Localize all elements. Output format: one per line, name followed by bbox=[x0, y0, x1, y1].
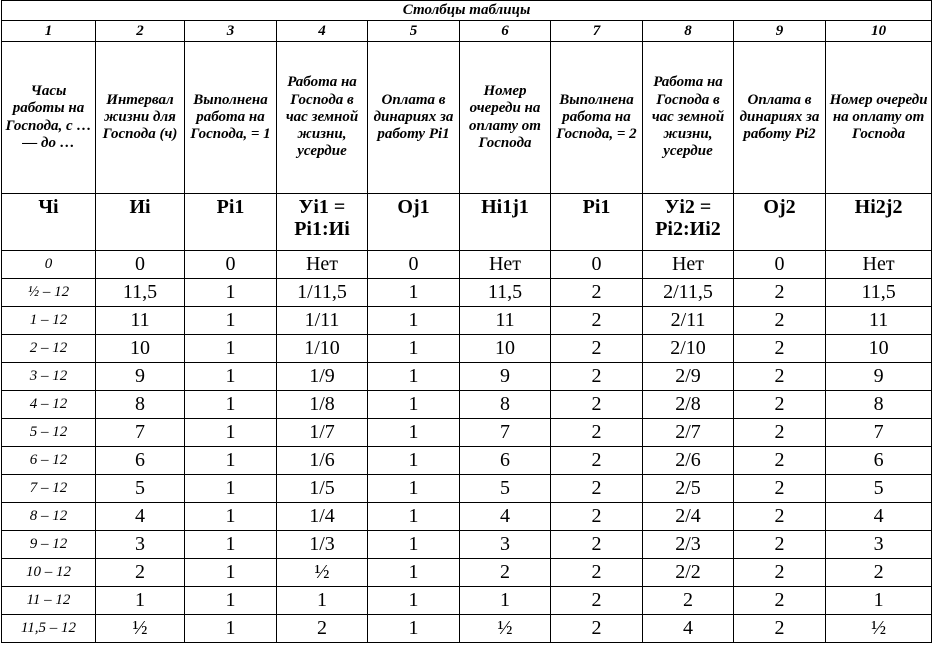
table-cell: 9 bbox=[826, 363, 932, 391]
hours-cell: ½ – 12 bbox=[2, 279, 96, 307]
table-cell: 2 bbox=[734, 503, 826, 531]
column-description-text: Выполнена работа на Господа, = 1 bbox=[190, 91, 271, 143]
table-row bbox=[2, 559, 932, 587]
table-row bbox=[2, 503, 932, 531]
table-cell: 2 bbox=[96, 559, 185, 587]
table-cell: Нет bbox=[826, 251, 932, 279]
column-description-text: Номер очереди на оплату от Господа bbox=[829, 91, 928, 143]
table-cell: 4 bbox=[460, 503, 551, 531]
table-cell: 1 bbox=[185, 475, 277, 503]
hours-cell: 7 – 12 bbox=[2, 475, 96, 503]
table-row bbox=[2, 475, 932, 503]
table-cell: 2 bbox=[734, 475, 826, 503]
table-cell: 2 bbox=[734, 587, 826, 615]
table-cell: 4 bbox=[643, 615, 734, 643]
column-symbol-row bbox=[2, 194, 932, 251]
hours-cell: 6 – 12 bbox=[2, 447, 96, 475]
column-symbol bbox=[826, 194, 932, 251]
table-cell: 1/8 bbox=[277, 391, 368, 419]
column-number: 2 bbox=[96, 21, 185, 42]
column-symbol-text: Нi1j1 bbox=[481, 196, 529, 218]
table-cell: 0 bbox=[551, 251, 643, 279]
column-description bbox=[96, 42, 185, 194]
hours-cell: 3 – 12 bbox=[2, 363, 96, 391]
column-description-text: Оплата в динариях за работу Рi2 bbox=[739, 91, 820, 143]
table-cell: 1 bbox=[368, 363, 460, 391]
table-cell: 1/11,5 bbox=[277, 279, 368, 307]
table-row bbox=[2, 587, 932, 615]
table-row bbox=[2, 335, 932, 363]
hours-cell: 5 – 12 bbox=[2, 419, 96, 447]
table-row bbox=[2, 363, 932, 391]
table-cell: 5 bbox=[460, 475, 551, 503]
table-row bbox=[2, 615, 932, 643]
table-cell: 2 bbox=[734, 559, 826, 587]
column-description bbox=[551, 42, 643, 194]
table-cell: ½ bbox=[96, 615, 185, 643]
table-row bbox=[2, 307, 932, 335]
hours-cell: 2 – 12 bbox=[2, 335, 96, 363]
table-cell: 8 bbox=[96, 391, 185, 419]
table-cell: 2 bbox=[551, 475, 643, 503]
column-description bbox=[734, 42, 826, 194]
table-cell: 1 bbox=[185, 363, 277, 391]
table-cell: 2 bbox=[734, 419, 826, 447]
table-cell: 2/11,5 bbox=[643, 279, 734, 307]
table-cell: 2/2 bbox=[643, 559, 734, 587]
table-cell: 2 bbox=[551, 279, 643, 307]
column-number: 4 bbox=[277, 21, 368, 42]
table-cell: 1 bbox=[277, 587, 368, 615]
table-cell: 1 bbox=[368, 307, 460, 335]
table-cell: 2 bbox=[734, 335, 826, 363]
table-cell: 1/11 bbox=[277, 307, 368, 335]
table-row bbox=[2, 391, 932, 419]
table-cell: 7 bbox=[826, 419, 932, 447]
table-cell: 2 bbox=[277, 615, 368, 643]
table-cell: 2/8 bbox=[643, 391, 734, 419]
table-cell: 1/6 bbox=[277, 447, 368, 475]
column-symbol-text: Рi1 bbox=[216, 196, 245, 218]
column-number-row bbox=[2, 21, 932, 42]
column-description-text: Выполнена работа на Господа, = 2 bbox=[556, 91, 637, 143]
column-description-text: Часы работы на Господа, с … — до … bbox=[5, 83, 92, 151]
table-cell: 1 bbox=[185, 447, 277, 475]
table-cell: 2/11 bbox=[643, 307, 734, 335]
column-symbol bbox=[643, 194, 734, 251]
table-cell: 1/5 bbox=[277, 475, 368, 503]
table-cell: 9 bbox=[460, 363, 551, 391]
column-symbol bbox=[551, 194, 643, 251]
table-cell: 1 bbox=[368, 559, 460, 587]
table-row bbox=[2, 279, 932, 307]
column-number: 8 bbox=[643, 21, 734, 42]
table-cell: 8 bbox=[460, 391, 551, 419]
column-symbol-text: Иi bbox=[129, 196, 151, 218]
column-symbol-text: Оj2 bbox=[763, 196, 796, 218]
table-cell: 1 bbox=[826, 587, 932, 615]
table-cell: Нет bbox=[277, 251, 368, 279]
table-cell: 2/10 bbox=[643, 335, 734, 363]
column-number: 9 bbox=[734, 21, 826, 42]
table-cell: 5 bbox=[826, 475, 932, 503]
table-cell: 1 bbox=[368, 531, 460, 559]
table-cell: 1 bbox=[185, 335, 277, 363]
table-caption: Столбцы таблицы bbox=[2, 1, 932, 21]
table-cell: 2 bbox=[734, 615, 826, 643]
table-cell: 1 bbox=[185, 531, 277, 559]
hours-cell: 11 – 12 bbox=[2, 587, 96, 615]
table-cell: 11 bbox=[460, 307, 551, 335]
table-row bbox=[2, 251, 932, 279]
table-cell: 1 bbox=[368, 419, 460, 447]
table-cell: 1 bbox=[185, 279, 277, 307]
hours-cell: 11,5 – 12 bbox=[2, 615, 96, 643]
table-row bbox=[2, 447, 932, 475]
table-cell: Нет bbox=[460, 251, 551, 279]
table-cell: ½ bbox=[277, 559, 368, 587]
table-cell: 0 bbox=[185, 251, 277, 279]
table-cell: 1 bbox=[185, 307, 277, 335]
table-cell: 11 bbox=[96, 307, 185, 335]
column-number: 5 bbox=[368, 21, 460, 42]
hours-cell: 0 bbox=[2, 251, 96, 279]
column-symbol bbox=[96, 194, 185, 251]
column-symbol-text: Уi2 = Рi2:Иi2 bbox=[655, 196, 721, 240]
hours-cell: 4 – 12 bbox=[2, 391, 96, 419]
column-symbol-text: Уi1 = Рi1:Иi bbox=[294, 196, 350, 240]
table-cell: 1 bbox=[368, 335, 460, 363]
table-cell: 2/6 bbox=[643, 447, 734, 475]
table-cell: 1 bbox=[368, 503, 460, 531]
table-cell: 9 bbox=[96, 363, 185, 391]
table-cell: 2 bbox=[551, 615, 643, 643]
table-cell: 0 bbox=[734, 251, 826, 279]
column-description-row bbox=[2, 42, 932, 194]
table-row bbox=[2, 419, 932, 447]
table-cell: 10 bbox=[460, 335, 551, 363]
table-cell: 6 bbox=[460, 447, 551, 475]
reward-table bbox=[1, 0, 932, 643]
column-description-text: Номер очереди на оплату от Господа bbox=[469, 83, 541, 151]
column-symbol-text: Оj1 bbox=[397, 196, 430, 218]
table-cell: 2 bbox=[826, 559, 932, 587]
table-cell: 2 bbox=[551, 587, 643, 615]
table-cell: 7 bbox=[460, 419, 551, 447]
column-description bbox=[185, 42, 277, 194]
table-cell: 1 bbox=[96, 587, 185, 615]
table-cell: 1 bbox=[368, 447, 460, 475]
table-cell: 1 bbox=[368, 587, 460, 615]
table-cell: 11,5 bbox=[96, 279, 185, 307]
table-cell: 11 bbox=[826, 307, 932, 335]
table-cell: 5 bbox=[96, 475, 185, 503]
table-cell: 2 bbox=[734, 391, 826, 419]
table-cell: 2 bbox=[551, 363, 643, 391]
table-cell: 1 bbox=[368, 615, 460, 643]
table-cell: 11,5 bbox=[460, 279, 551, 307]
table-cell: 2 bbox=[551, 419, 643, 447]
table-cell: 2 bbox=[643, 587, 734, 615]
table-cell: 1/9 bbox=[277, 363, 368, 391]
hours-cell: 8 – 12 bbox=[2, 503, 96, 531]
table-cell: 4 bbox=[96, 503, 185, 531]
table-cell: 6 bbox=[96, 447, 185, 475]
table-cell: 2 bbox=[734, 447, 826, 475]
column-symbol bbox=[368, 194, 460, 251]
table-cell: 1 bbox=[185, 503, 277, 531]
table-cell: 2 bbox=[551, 335, 643, 363]
column-number: 3 bbox=[185, 21, 277, 42]
table-cell: 2 bbox=[551, 391, 643, 419]
column-description-text: Работа на Господа в час земной жизни, усердие bbox=[651, 74, 725, 160]
table-cell: 1 bbox=[368, 475, 460, 503]
table-cell: 1 bbox=[185, 559, 277, 587]
table-cell: 1 bbox=[368, 279, 460, 307]
table-cell: 1 bbox=[185, 587, 277, 615]
table-cell: 2 bbox=[734, 307, 826, 335]
column-description bbox=[2, 42, 96, 194]
table-cell: 10 bbox=[96, 335, 185, 363]
column-symbol bbox=[277, 194, 368, 251]
table-cell: 2/7 bbox=[643, 419, 734, 447]
hours-cell: 1 – 12 bbox=[2, 307, 96, 335]
table-cell: 2 bbox=[460, 559, 551, 587]
column-symbol bbox=[460, 194, 551, 251]
table-cell: 2 bbox=[551, 447, 643, 475]
table-cell: 1 bbox=[368, 391, 460, 419]
table-cell: ½ bbox=[460, 615, 551, 643]
table-cell: 4 bbox=[826, 503, 932, 531]
hours-cell: 10 – 12 bbox=[2, 559, 96, 587]
table-cell: 1 bbox=[185, 419, 277, 447]
column-symbol-text: Рi1 bbox=[582, 196, 611, 218]
table-cell: 1/10 bbox=[277, 335, 368, 363]
table-cell: 10 bbox=[826, 335, 932, 363]
column-description bbox=[460, 42, 551, 194]
column-description bbox=[826, 42, 932, 194]
table-cell: 2 bbox=[734, 363, 826, 391]
column-symbol bbox=[734, 194, 826, 251]
table-cell: 2 bbox=[551, 559, 643, 587]
column-number: 10 bbox=[826, 21, 932, 42]
table-cell: 1/4 bbox=[277, 503, 368, 531]
table-cell: 2/4 bbox=[643, 503, 734, 531]
table-cell: 0 bbox=[368, 251, 460, 279]
table-cell: 1/3 bbox=[277, 531, 368, 559]
table-cell: 7 bbox=[96, 419, 185, 447]
column-number: 1 bbox=[2, 21, 96, 42]
column-description-text: Оплата в динариях за работу Рi1 bbox=[373, 91, 454, 143]
column-description bbox=[643, 42, 734, 194]
column-symbol bbox=[2, 194, 96, 251]
column-symbol-text: Чi bbox=[38, 196, 59, 218]
column-description-text: Работа на Господа в час земной жизни, усердие bbox=[285, 74, 359, 160]
table-cell: 1/7 bbox=[277, 419, 368, 447]
column-symbol-text: Нi2j2 bbox=[854, 196, 903, 218]
table-cell: 2 bbox=[551, 531, 643, 559]
table-cell: 2 bbox=[551, 503, 643, 531]
table-cell: 2 bbox=[734, 531, 826, 559]
table-cell: 1 bbox=[185, 615, 277, 643]
table-cell: 2/3 bbox=[643, 531, 734, 559]
table-row bbox=[2, 531, 932, 559]
table-cell: 2 bbox=[551, 307, 643, 335]
column-number: 7 bbox=[551, 21, 643, 42]
table-cell: 3 bbox=[460, 531, 551, 559]
table-cell: 6 bbox=[826, 447, 932, 475]
table-cell: 0 bbox=[96, 251, 185, 279]
column-description-text: Интервал жизни для Господа (ч) bbox=[102, 91, 178, 143]
table-cell: ½ bbox=[826, 615, 932, 643]
table-cell: Нет bbox=[643, 251, 734, 279]
table-cell: 1 bbox=[460, 587, 551, 615]
column-description bbox=[277, 42, 368, 194]
table-cell: 11,5 bbox=[826, 279, 932, 307]
table-cell: 3 bbox=[96, 531, 185, 559]
column-description bbox=[368, 42, 460, 194]
column-number: 6 bbox=[460, 21, 551, 42]
table-cell: 2/9 bbox=[643, 363, 734, 391]
table-cell: 2 bbox=[734, 279, 826, 307]
table-cell: 8 bbox=[826, 391, 932, 419]
table-cell: 2/5 bbox=[643, 475, 734, 503]
hours-cell: 9 – 12 bbox=[2, 531, 96, 559]
table-cell: 3 bbox=[826, 531, 932, 559]
column-symbol bbox=[185, 194, 277, 251]
table-cell: 1 bbox=[185, 391, 277, 419]
